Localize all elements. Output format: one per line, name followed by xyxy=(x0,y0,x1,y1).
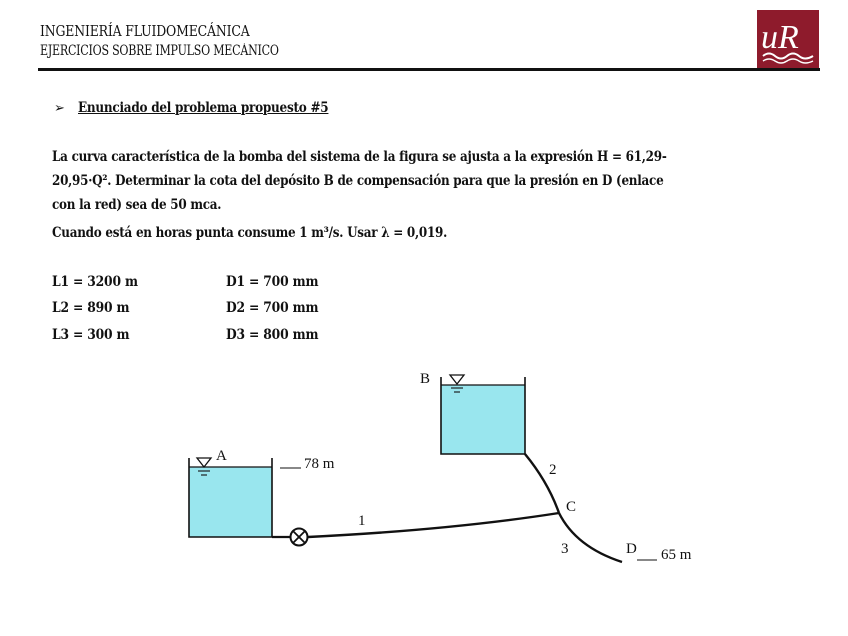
tank-b-label: B xyxy=(420,371,431,387)
tank-a-water xyxy=(189,467,272,537)
spec-l1: L1 = 3200 m xyxy=(52,274,138,290)
logo-text: uR xyxy=(761,19,799,56)
elevation-d-label: 65 m xyxy=(661,547,692,563)
header-title: INGENIERÍA FLUIDOMECÁNICA xyxy=(40,24,250,40)
statement-line-2: 20,95·Q². Determinar la cota del depósito B de compensación para que la presión en D (enlace xyxy=(52,173,664,189)
pipe-1 xyxy=(308,513,559,537)
tank-b-water xyxy=(441,385,525,454)
pump-icon xyxy=(291,529,308,546)
pipe-3-label: 3 xyxy=(561,541,569,557)
statement-line-1: La curva característica de la bomba del sistema de la figura se ajusta a la expresión H = 61,29- xyxy=(52,149,667,165)
spec-l3: L3 = 300 m xyxy=(52,327,130,343)
spec-d1: D1 = 700 mm xyxy=(226,274,319,290)
statement-line-4: Cuando está en horas punta consume 1 m³/s. Usar λ = 0,019. xyxy=(52,225,448,241)
node-c-label: C xyxy=(566,499,577,515)
header-subtitle: EJERCICIOS SOBRE IMPULSO MECÁNICO xyxy=(40,43,279,59)
statement-line-3: con la red) sea de 50 mca. xyxy=(52,197,222,213)
elevation-a-label: 78 m xyxy=(304,456,335,472)
arrow-bullet-icon: ➢ xyxy=(54,101,65,116)
section-heading: Enunciado del problema propuesto #5 xyxy=(78,100,329,116)
pipe-1-label: 1 xyxy=(358,513,366,529)
pipe-2-label: 2 xyxy=(549,462,557,478)
tank-a-label: A xyxy=(216,448,227,464)
node-d-label: D xyxy=(626,541,637,557)
spec-d3: D3 = 800 mm xyxy=(226,327,319,343)
spec-l2: L2 = 890 m xyxy=(52,300,130,316)
spec-d2: D2 = 700 mm xyxy=(226,300,319,316)
